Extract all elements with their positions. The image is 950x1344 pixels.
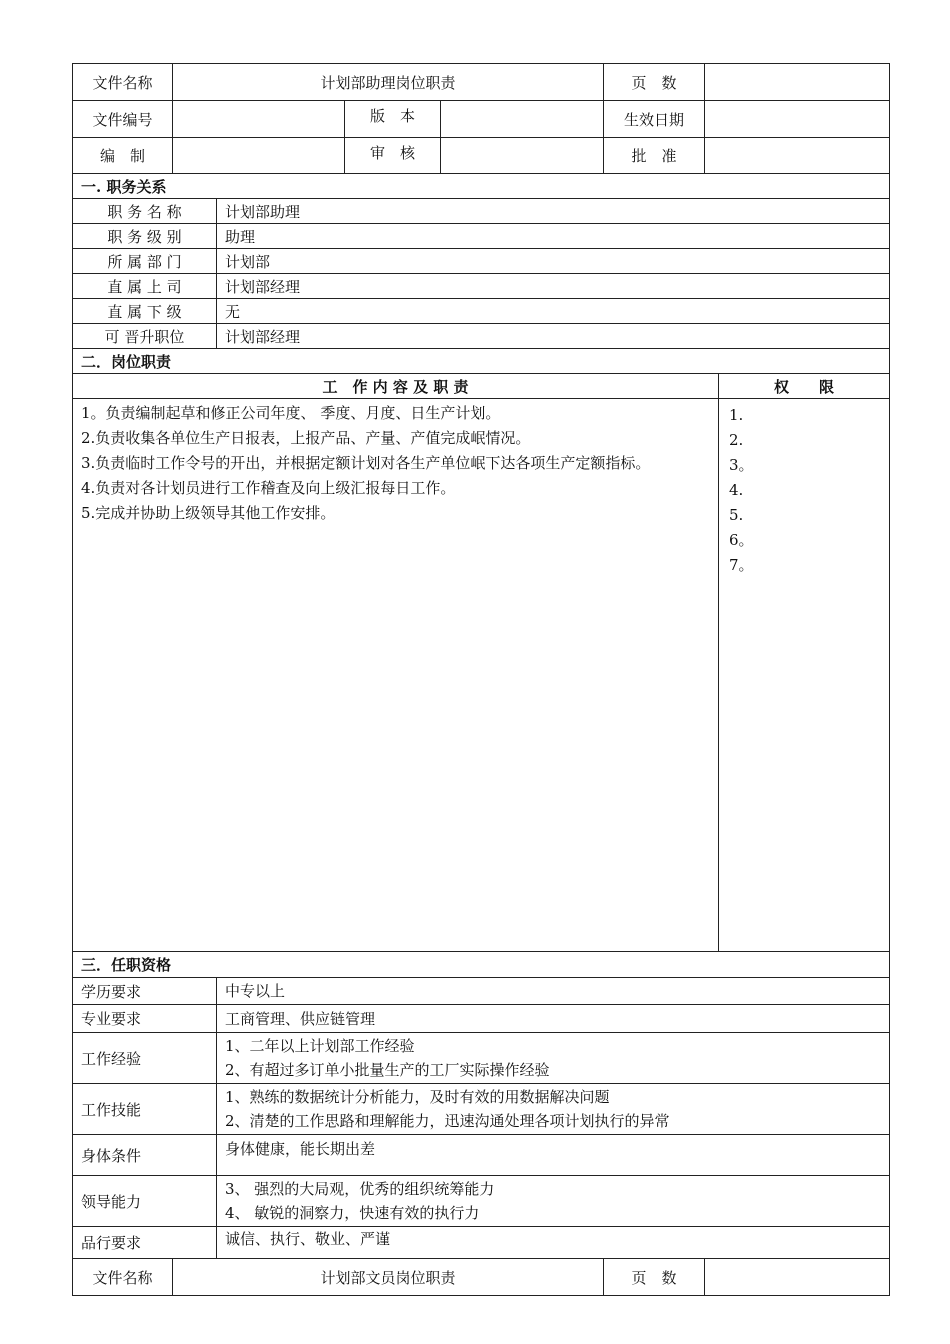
qualification-value (216, 1004, 890, 1033)
qualification-label: 工作技能 (72, 1083, 217, 1135)
qualification-line: 2、清楚的工作思路和理解能力，迅速沟通处理各项计划执行的异常 (225, 1112, 670, 1130)
qualification-value (216, 1083, 890, 1135)
rights-header: 权 限 (718, 373, 890, 399)
footer-file-name-label: 文件名称 (72, 1258, 173, 1296)
footer-page-count-label: 页 数 (603, 1258, 705, 1296)
qualification-label: 工作经验 (72, 1032, 217, 1084)
rights-content (718, 398, 890, 952)
duty-item: 4.负责对各计划员进行工作稽查及向上级汇报每日工作。 (81, 479, 456, 497)
footer-page-count-value (704, 1258, 890, 1296)
duty-item: 3.负责临时工作令号的开出，并根据定额计划对各生产单位岷下达各项生产定额指标。 (81, 454, 651, 472)
qualification-line: 2、有超过多订单小批量生产的工厂实际操作经验 (225, 1061, 550, 1079)
duties-content (72, 398, 719, 952)
relation-label: 所 属 部 门 (72, 248, 217, 274)
effective-date-label: 生效日期 (603, 100, 705, 138)
reviewed-label: 审 核 (344, 137, 441, 174)
qualification-label: 专业要求 (72, 1004, 217, 1033)
qualification-value (216, 1226, 890, 1259)
section-title-duties: 二．岗位职责 (72, 348, 890, 374)
file-name-label: 文件名称 (72, 63, 173, 101)
qualification-value (216, 1175, 890, 1227)
right-item: 1. (729, 406, 744, 424)
relation-value: 计划部经理 (216, 323, 890, 349)
relation-value: 无 (216, 298, 890, 324)
right-item: 6。 (729, 531, 754, 549)
approved-label: 批 准 (603, 137, 705, 174)
right-item: 2. (729, 431, 744, 449)
qualification-line: 1、二年以上计划部工作经验 (225, 1037, 415, 1055)
relation-value: 计划部 (216, 248, 890, 274)
qualification-line: 1、熟练的数据统计分析能力，及时有效的用数据解决问题 (225, 1088, 610, 1106)
duties-header: 工 作 内 容 及 职 责 (72, 373, 719, 399)
qualification-line: 3、 强烈的大局观，优秀的组织统筹能力 (225, 1180, 495, 1198)
relation-label: 直 属 下 级 (72, 298, 217, 324)
qualification-line: 身体健康，能长期出差 (225, 1140, 376, 1158)
duty-item: 1。负责编制起草和修正公司年度、 季度、月度、日生产计划。 (81, 404, 501, 422)
relation-value: 计划部助理 (216, 198, 890, 224)
page-count-label: 页 数 (603, 63, 705, 101)
qualification-value (216, 977, 890, 1005)
page-count-value (704, 63, 890, 101)
relation-label: 可 晋升职位 (72, 323, 217, 349)
relation-label: 职 务 级 别 (72, 223, 217, 249)
section-title-qualifications: 三．任职资格 (72, 951, 890, 978)
version-value (440, 100, 604, 138)
duty-item: 2.负责收集各单位生产日报表，上报产品、产量、产值完成岷情况。 (81, 429, 531, 447)
right-item: 3。 (729, 456, 754, 474)
right-item: 7。 (729, 556, 754, 574)
duty-item: 5.完成并协助上级领导其他工作安排。 (81, 504, 336, 522)
qualification-value (216, 1032, 890, 1084)
effective-date-value (704, 100, 890, 138)
qualification-line: 4、 敏锐的洞察力，快速有效的执行力 (225, 1204, 480, 1222)
right-item: 4. (729, 481, 744, 499)
qualification-value (216, 1134, 890, 1176)
qualification-line: 诚信、执行、敬业、严谨 (225, 1230, 391, 1248)
prepared-value (172, 137, 345, 174)
qualification-label: 领导能力 (72, 1175, 217, 1227)
relation-value: 计划部经理 (216, 273, 890, 299)
file-name-value: 计划部助理岗位职责 (172, 63, 604, 101)
file-no-value (172, 100, 345, 138)
relation-value: 助理 (216, 223, 890, 249)
reviewed-value (440, 137, 604, 174)
prepared-label: 编 制 (72, 137, 173, 174)
section-title-relations: 一. 职务关系 (72, 173, 890, 199)
qualification-label: 身体条件 (72, 1134, 217, 1176)
footer-file-name-value: 计划部文员岗位职责 (172, 1258, 604, 1296)
job-description-form (72, 63, 890, 1296)
version-label: 版 本 (344, 100, 441, 138)
right-item: 5. (729, 506, 744, 524)
qualification-label: 学历要求 (72, 977, 217, 1005)
relation-label: 直 属 上 司 (72, 273, 217, 299)
qualification-line: 中专以上 (225, 982, 286, 1000)
qualification-line: 工商管理、供应链管理 (225, 1009, 376, 1028)
file-no-label: 文件编号 (72, 100, 173, 138)
approved-value (704, 137, 890, 174)
relation-label: 职 务 名 称 (72, 198, 217, 224)
qualification-label: 品行要求 (72, 1226, 217, 1259)
